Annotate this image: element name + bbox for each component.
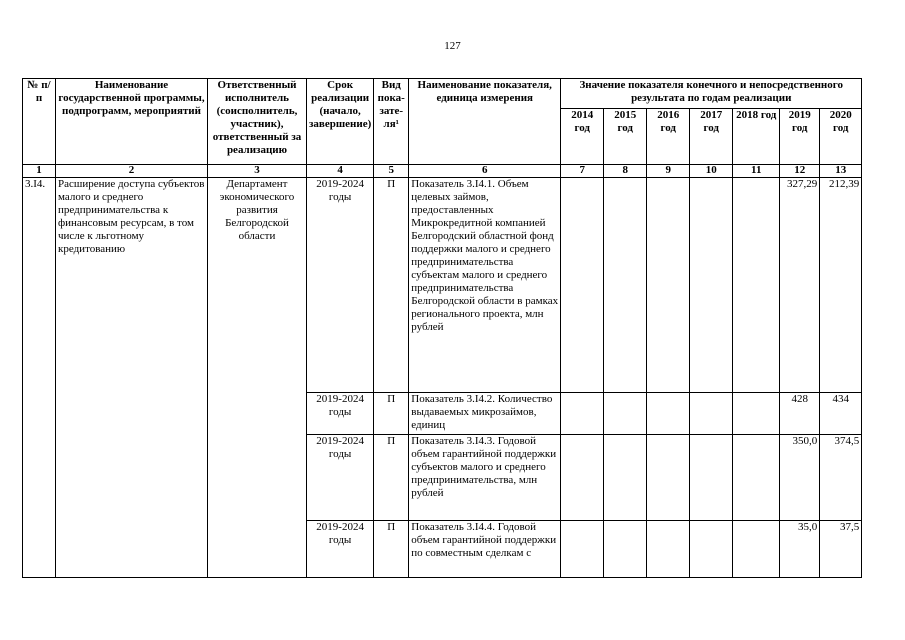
column-number: 8 bbox=[604, 165, 647, 178]
row-value-2020: 212,39 bbox=[820, 178, 862, 393]
row-value-2015 bbox=[604, 435, 647, 521]
header-year: 2017 год bbox=[690, 109, 733, 165]
row-value-2018 bbox=[733, 435, 780, 521]
column-number: 7 bbox=[561, 165, 604, 178]
row-indicator: Показатель 3.I4.2. Количество выдаваемых микрозаймов, единиц bbox=[409, 393, 561, 435]
header-row bbox=[23, 79, 862, 109]
table-row bbox=[23, 178, 862, 393]
row-value-2015 bbox=[604, 178, 647, 393]
row-type: П bbox=[374, 178, 409, 393]
row-value-2020: 37,5 bbox=[820, 521, 862, 578]
row-value-2016 bbox=[647, 178, 690, 393]
row-value-2016 bbox=[647, 435, 690, 521]
row-type: П bbox=[374, 435, 409, 521]
row-value-2019: 35,0 bbox=[780, 521, 820, 578]
header-executor: Ответственный исполнитель (соисполнитель, участник), ответственный за реализацию bbox=[208, 79, 307, 165]
row-value-2015 bbox=[604, 393, 647, 435]
row-value-2014 bbox=[561, 521, 604, 578]
column-number: 2 bbox=[56, 165, 208, 178]
row-value-2017 bbox=[690, 435, 733, 521]
row-indicator: Показатель 3.I4.4. Годовой объем гарантийной поддержки по совместным сделкам с bbox=[409, 521, 561, 578]
column-number: 4 bbox=[307, 165, 374, 178]
page-number: 127 bbox=[444, 40, 461, 52]
row-value-2014 bbox=[561, 435, 604, 521]
row-period: 2019-2024 годы bbox=[307, 178, 374, 393]
header-year: 2015 год bbox=[604, 109, 647, 165]
column-number: 11 bbox=[733, 165, 780, 178]
row-value-2014 bbox=[561, 178, 604, 393]
activity-executor: Департамент экономического развития Белгородской области bbox=[208, 178, 307, 578]
header-name: Наименование государственной программы, подпрограмм, мероприятий bbox=[56, 79, 208, 165]
program-table bbox=[22, 78, 862, 578]
header-year: 2018 год bbox=[733, 109, 780, 165]
header-year: 2014 год bbox=[561, 109, 604, 165]
column-number: 10 bbox=[690, 165, 733, 178]
header-year: 2019 год bbox=[780, 109, 820, 165]
column-number: 6 bbox=[409, 165, 561, 178]
column-number: 1 bbox=[23, 165, 56, 178]
row-value-2014 bbox=[561, 393, 604, 435]
row-value-2019: 428 bbox=[780, 393, 820, 435]
row-value-2018 bbox=[733, 393, 780, 435]
row-value-2017 bbox=[690, 393, 733, 435]
column-number: 9 bbox=[647, 165, 690, 178]
activity-number: 3.I4. bbox=[23, 178, 56, 578]
header-period: Срок реализации (начало, завершение) bbox=[307, 79, 374, 165]
row-type: П bbox=[374, 521, 409, 578]
row-period: 2019-2024 годы bbox=[307, 393, 374, 435]
column-number: 13 bbox=[820, 165, 862, 178]
header-num: № п/п bbox=[23, 79, 56, 165]
row-value-2017 bbox=[690, 521, 733, 578]
row-period: 2019-2024 годы bbox=[307, 435, 374, 521]
header-type: Вид пока-зате-ля¹ bbox=[374, 79, 409, 165]
header-indicator: Наименование показателя, единица измерения bbox=[409, 79, 561, 165]
row-value-2019: 350,0 bbox=[780, 435, 820, 521]
activity-name: Расширение доступа субъектов малого и среднего предпринимательства к финансовым ресурсам, в том числе к льготному кредитованию bbox=[56, 178, 208, 578]
row-value-2019: 327,29 bbox=[780, 178, 820, 393]
row-value-2020: 374,5 bbox=[820, 435, 862, 521]
row-value-2018 bbox=[733, 521, 780, 578]
row-indicator: Показатель 3.I4.3. Годовой объем гарантийной поддержки субъектов малого и среднего предпринимательства, млн рублей bbox=[409, 435, 561, 521]
row-indicator: Показатель 3.I4.1. Объем целевых займов, предоставленных Микрокредитной компанией Белгородский областной фонд поддержки малого и среднего предпринимательства субъектам малого и среднего предпринимательства Белгородской области в рамках регионального проекта, млн рублей bbox=[409, 178, 561, 393]
row-period: 2019-2024 годы bbox=[307, 521, 374, 578]
row-value-2016 bbox=[647, 521, 690, 578]
header-year: 2016 год bbox=[647, 109, 690, 165]
column-number: 3 bbox=[208, 165, 307, 178]
row-value-2020: 434 bbox=[820, 393, 862, 435]
row-value-2017 bbox=[690, 178, 733, 393]
column-number: 5 bbox=[374, 165, 409, 178]
row-value-2016 bbox=[647, 393, 690, 435]
column-numbers-row bbox=[23, 165, 862, 178]
row-value-2015 bbox=[604, 521, 647, 578]
header-year: 2020 год bbox=[820, 109, 862, 165]
header-values-group: Значение показателя конечного и непосредственного результата по годам реализации bbox=[561, 79, 862, 109]
row-type: П bbox=[374, 393, 409, 435]
row-value-2018 bbox=[733, 178, 780, 393]
column-number: 12 bbox=[780, 165, 820, 178]
